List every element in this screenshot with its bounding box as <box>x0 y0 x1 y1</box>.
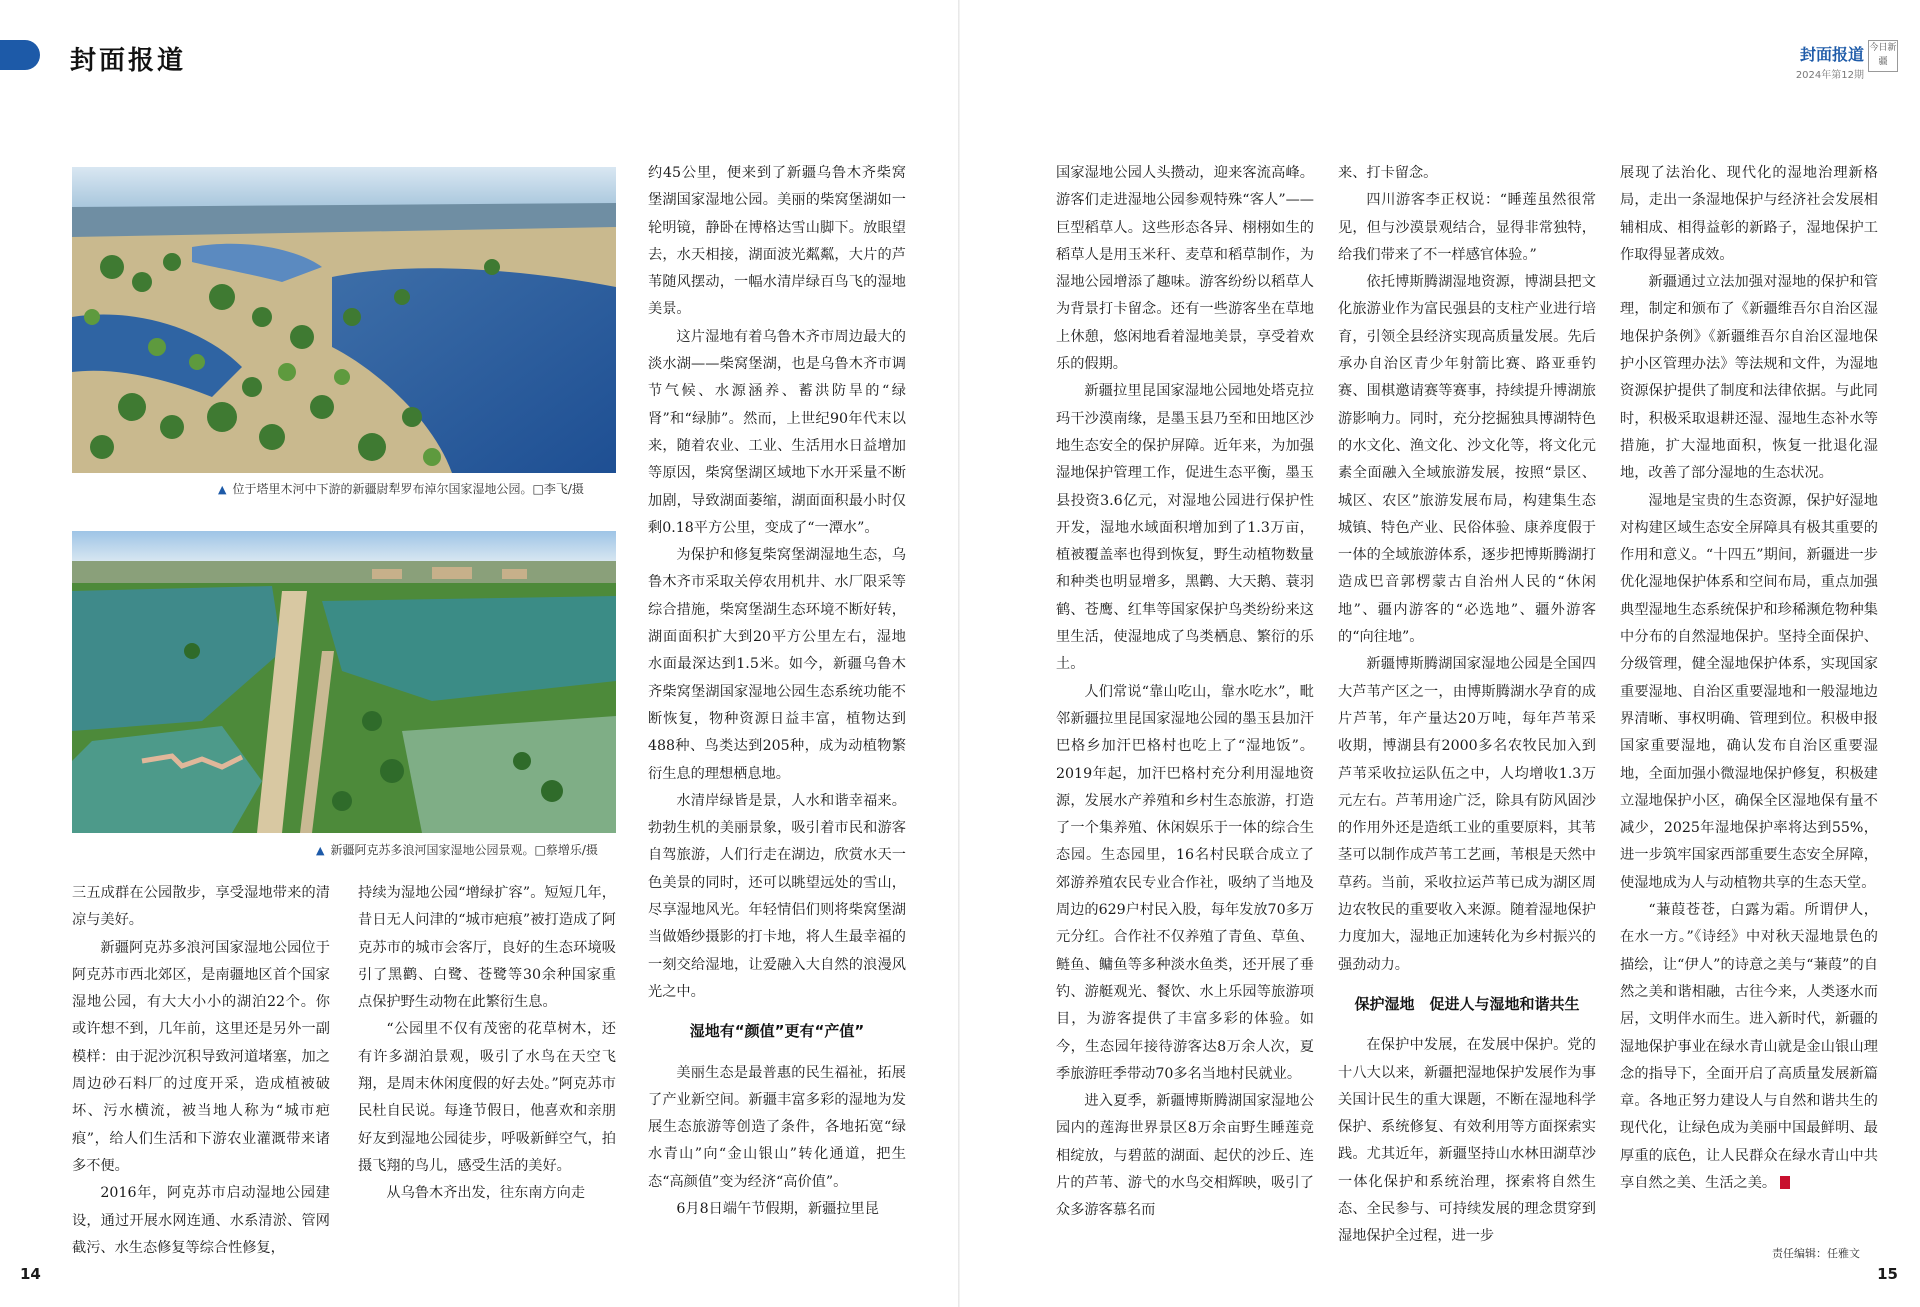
paragraph: 在保护中发展，在发展中保护。党的十八大以来，新疆把湿地保护发展作为事关国计民生的重大课题，不断在湿地科学保护、系统修复、有效利用等方面探索实践。尤其近年，新疆坚持山水林田湖草沙一体化保护和系统治理，探索将自然生态、全民参与、可持续发展的理念贯穿到湿地保护全过程，进一步 <box>1338 1037 1596 1245</box>
article-column-1 <box>72 880 330 1256</box>
paragraph: 新疆拉里昆国家湿地公园地处塔克拉玛干沙漠南缘，是墨玉县乃至和田地区沙地生态安全的保护屏障。近年来，为加强湿地保护管理工作，促进生态平衡，墨玉县投资3.6亿元，对湿地公园进行保护性开发，湿地水域面积增加到了1.3万亩，植被覆盖率也得到恢复，野生动植物数量和种类也明显增多，黑鹳、大天鹅、蓑羽鹤、苍鹰、红隼等国家保护鸟类纷纷来这里生活，使湿地成了鸟类栖息、繁衍的乐土。 <box>1056 383 1314 673</box>
caption-text: 位于塔里木河中下游的新疆尉犁罗布淖尔国家湿地公园。 <box>232 482 533 496</box>
editor-credit: 责任编辑：任雅文 <box>1772 1247 1860 1260</box>
article-column-2 <box>358 880 616 1240</box>
paragraph <box>1620 897 1878 1197</box>
paragraph: 湿地是宝贵的生态资源，保护好湿地对构建区域生态安全屏障具有极其重要的作用和意义。“十四五”期间，新疆进一步优化湿地保护体系和空间布局，重点加强典型湿地生态系统保护和珍稀濒危物种集中分布的自然湿地保护。坚持全面保护、分级管理，健全湿地保护体系，实现国家重要湿地、自治区重要湿地和一般湿地边界清晰、事权明确、管理到位。积极申报国家重要湿地，确认发布自治区重要湿地，全面加强小微湿地保护修复，积极建立湿地保护小区，确保全区湿地保有量不减少，2025年湿地保护率将达到55%，进一步筑牢国家西部重要生态安全屏障，使湿地成为人与动植物共享的生态天堂。 <box>1620 492 1878 891</box>
paragraph: 6月8日端午节假期，新疆拉里昆 <box>676 1200 879 1217</box>
article-column-3 <box>648 160 906 1240</box>
brand-name: 封面报道 <box>1799 45 1864 64</box>
paragraph: 四川游客李正权说：“睡莲虽然很常见，但与沙漠景观结合，显得非常独特，给我们带来了不一样感官体验。” <box>1338 192 1596 263</box>
page-number-left: 14 <box>20 1265 41 1283</box>
paragraph: 从乌鲁木齐出发，往东南方向走 <box>386 1185 586 1202</box>
photo-lop-nur-wetland <box>72 167 616 473</box>
paragraph: 新疆博斯腾湖国家湿地公园是全国四大芦苇产区之一，由博斯腾湖水孕育的成片芦苇，年产量达20万吨，每年芦苇采收期，博湖县有2000多名农牧民加入到芦苇采收拉运队伍之中，人均增收1.3万元左右。芦苇用途广泛，除具有防风固沙的作用外还是造纸工业的重要原料，其苇茎可以制作成芦苇工艺画，苇根是天然中草药。当前，采收拉运芦苇已成为湖区周边农牧民的重要收入来源。随着湿地保护力度加大，湿地正加速转化为乡村振兴的强劲动力。 <box>1338 656 1596 973</box>
paragraph: 约45公里，便来到了新疆乌鲁木齐柴窝堡湖国家湿地公园。美丽的柴窝堡湖如一轮明镜，静卧在博格达雪山脚下。放眼望去，水天相接，湖面波光粼粼，大片的芦苇随风摆动，一幅水清岸绿百鸟飞的湿地美景。 <box>648 165 906 318</box>
end-mark-icon <box>1780 1176 1790 1189</box>
paragraph: 新疆阿克苏多浪河国家湿地公园位于阿克苏市西北郊区，是南疆地区首个国家湿地公园，有大大小小的湖泊22个。你或许想不到，几年前，这里还是另外一副模样：由于泥沙沉积导致河道堵塞，加之周边砂石料厂的过度开采，造成植被破坏、污水横流，被当地人称为“城市疤痕”，给人们生活和下游农业灌溉带来诸多不便。 <box>72 939 330 1174</box>
article-column-4 <box>1056 160 1314 1240</box>
paragraph: 来、打卡留念。 <box>1338 165 1438 181</box>
caption-credit: □蔡增乐/摄 <box>534 843 598 857</box>
paragraph: 为保护和修复柴窝堡湖湿地生态，乌鲁木齐市采取关停农用机井、水厂限采等综合措施，柴窝堡湖生态环境不断好转，湖面面积扩大到20平方公里左右，湿地水面最深达到1.5米。如今，新疆乌鲁木齐柴窝堡湖国家湿地公园生态系统功能不断恢复，物种资源日益丰富，植物达到488种、鸟类达到205种，成为动植物繁衍生息的理想栖息地。 <box>648 547 906 782</box>
triangle-icon: ▲ <box>218 483 227 496</box>
paragraph: 展现了法治化、现代化的湿地治理新格局，走出一条湿地保护与经济社会发展相辅相成、相得益彰的新路子，湿地保护工作取得显著成效。 <box>1620 165 1878 263</box>
paragraph-text: “蒹葭苍苍，白露为霜。所谓伊人，在水一方。”《诗经》中对秋天湿地景色的描绘，让“伊人”的诗意之美与“蒹葭”的自然之美和谐相融，古往今来，人类逐水而居，文明伴水而生。进入新时代，新疆的湿地保护事业在绿水青山就是金山银山理念的指导下，全面开启了高质量发展新篇章。各地正努力建设人与自然和谐共生的现代化，让绿色成为美丽中国最鲜明、最厚重的底色，让人民群众在绿水青山中共享自然之美、生活之美。 <box>1620 902 1878 1191</box>
magazine-logo: 今日新疆 <box>1868 40 1898 72</box>
paragraph: 国家湿地公园人头攒动，迎来客流高峰。游客们走进湿地公园参观特殊“客人”——巨型稻草人。这些形态各异、栩栩如生的稻草人是用玉米秆、麦草和稻草制作，为湿地公园增添了趣味。游客纷纷以稻草人为背景打卡留念。还有一些游客坐在草地上休憩，悠闲地看着湿地美景，享受着欢乐的假期。 <box>1056 165 1314 373</box>
paragraph: 进入夏季，新疆博斯腾湖国家湿地公园内的莲海世界景区8万余亩野生睡莲竞相绽放，与碧蓝的湖面、起伏的沙丘、连片的芦苇、游弋的水鸟交相辉映，吸引了众多游客慕名而 <box>1056 1093 1314 1219</box>
triangle-icon: ▲ <box>316 844 325 857</box>
right-page <box>960 0 1920 1307</box>
issue-number: 2024年第12期 <box>1795 70 1864 81</box>
brand-block <box>1796 42 1864 81</box>
paragraph: 持续为湿地公园“增绿扩容”。短短几年，昔日无人问津的“城市疤痕”被打造成了阿克苏市的城市会客厅，良好的生态环境吸引了黑鹳、白鹭、苍鹭等30余种国家重点保护野生动物在此繁衍生息。 <box>358 885 616 1011</box>
photo-caption-1 <box>218 480 584 497</box>
caption-text: 新疆阿克苏多浪河国家湿地公园景观。 <box>330 843 535 857</box>
subheading-2: 保护湿地 促进人与湿地和谐共生 <box>1354 994 1580 1013</box>
paragraph: 人们常说“靠山吃山，靠水吃水”，毗邻新疆拉里昆国家湿地公园的墨玉县加汗巴格乡加汗巴格村也吃上了“湿地饭”。2019年起，加汗巴格村充分利用湿地资源，发展水产养殖和乡村生态旅游，打造了一个集养殖、休闲娱乐于一体的综合生态园。生态园里，16名村民联合成立了郊游养殖农民专业合作社，吸纳了当地及周边的629户村民入股，每年发放70多万元分红。合作社不仅养殖了青鱼、草鱼、鲢鱼、鳙鱼等多种淡水鱼类，还开展了垂钓、游艇观光、餐饮、水上乐园等旅游项目，为游客提供了丰富多彩的体验。如今，生态园年接待游客达8万余人次，夏季旅游旺季带动70多名当地村民就业。 <box>1056 683 1314 1082</box>
photo-caption-2 <box>316 841 598 858</box>
paragraph: “公园里不仅有茂密的花草树木，还有许多湖泊景观，吸引了水鸟在天空飞翔，是周末休闲度假的好去处。”阿克苏市民杜自民说。每逢节假日，他喜欢和亲朋好友到湿地公园徒步，呼吸新鲜空气，拍摄飞翔的鸟儿，感受生活的美好。 <box>358 1021 616 1174</box>
section-tab <box>0 40 40 70</box>
subheading-1: 湿地有“颜值”更有“产值” <box>689 1022 865 1041</box>
paragraph: 三五成群在公园散步，享受湿地带来的清凉与美好。 <box>72 885 330 929</box>
paragraph: 水清岸绿皆是景，人水和谐幸福来。勃勃生机的美丽景象，吸引着市民和游客自驾旅游，人们行走在湖边，欣赏水天一色美景的同时，还可以眺望远处的雪山，尽享湿地风光。年轻情侣们则将柴窝堡湖当做婚纱摄影的打卡地，将人生最幸福的一刻交给湿地，让爱融入大自然的浪漫风光之中。 <box>648 792 906 1000</box>
photo-duolang-river-wetland <box>72 531 616 833</box>
paragraph: 依托博斯腾湖湿地资源，博湖县把文化旅游业作为富民强县的支柱产业进行培育，引领全县经济实现高质量发展。先后承办自治区青少年射箭比赛、路亚垂钓赛、围棋邀请赛等赛事，持续提升博湖旅游影响力。同时，充分挖掘独具博湖特色的水文化、渔文化、沙文化等，将文化元素全面融入全域旅游发展，按照“景区、城区、农区”旅游发展布局，构建集生态城镇、特色产业、民俗体验、康养度假于一体的全域旅游体系，逐步把博斯腾湖打造成巴音郭楞蒙古自治州人民的“休闲地”、疆内游客的“必选地”、疆外游客的“向往地”。 <box>1338 274 1596 646</box>
article-column-5 <box>1338 160 1596 1245</box>
page-number-right: 15 <box>1877 1265 1898 1283</box>
paragraph: 美丽生态是最普惠的民生福祉，拓展了产业新空间。新疆丰富多彩的湿地为发展生态旅游等创造了条件，各地拓宽“绿水青山”向“金山银山”转化通道，把生态“高颜值”变为经济“高价值”。 <box>648 1064 906 1190</box>
paragraph: 2016年，阿克苏市启动湿地公园建设，通过开展水网连通、水系清淤、管网截污、水生态修复等综合性修复， <box>72 1185 330 1256</box>
section-title: 封面报道 <box>70 46 187 76</box>
paragraph: 新疆通过立法加强对湿地的保护和管理，制定和颁布了《新疆维吾尔自治区湿地保护条例》《新疆维吾尔自治区湿地保护小区管理办法》等法规和文件，为湿地资源保护提供了制度和法律依据。与此同时，积极采取退耕还湿、湿地生态补水等措施，扩大湿地面积，恢复一批退化湿地，改善了部分湿地的生态状况。 <box>1620 274 1878 482</box>
article-column-6 <box>1620 160 1878 1240</box>
paragraph: 这片湿地有着乌鲁木齐市周边最大的淡水湖——柴窝堡湖，也是乌鲁木齐市调节气候、水源涵养、蓄洪防旱的“绿肾”和“绿肺”。然而，上世纪90年代末以来，随着农业、工业、生活用水日益增加等原因，柴窝堡湖区域地下水开采量不断加剧，导致湖面萎缩，湖面面积最小时仅剩0.18平方公里，变成了“一潭水”。 <box>648 328 906 536</box>
caption-credit: □李飞/摄 <box>532 482 584 496</box>
